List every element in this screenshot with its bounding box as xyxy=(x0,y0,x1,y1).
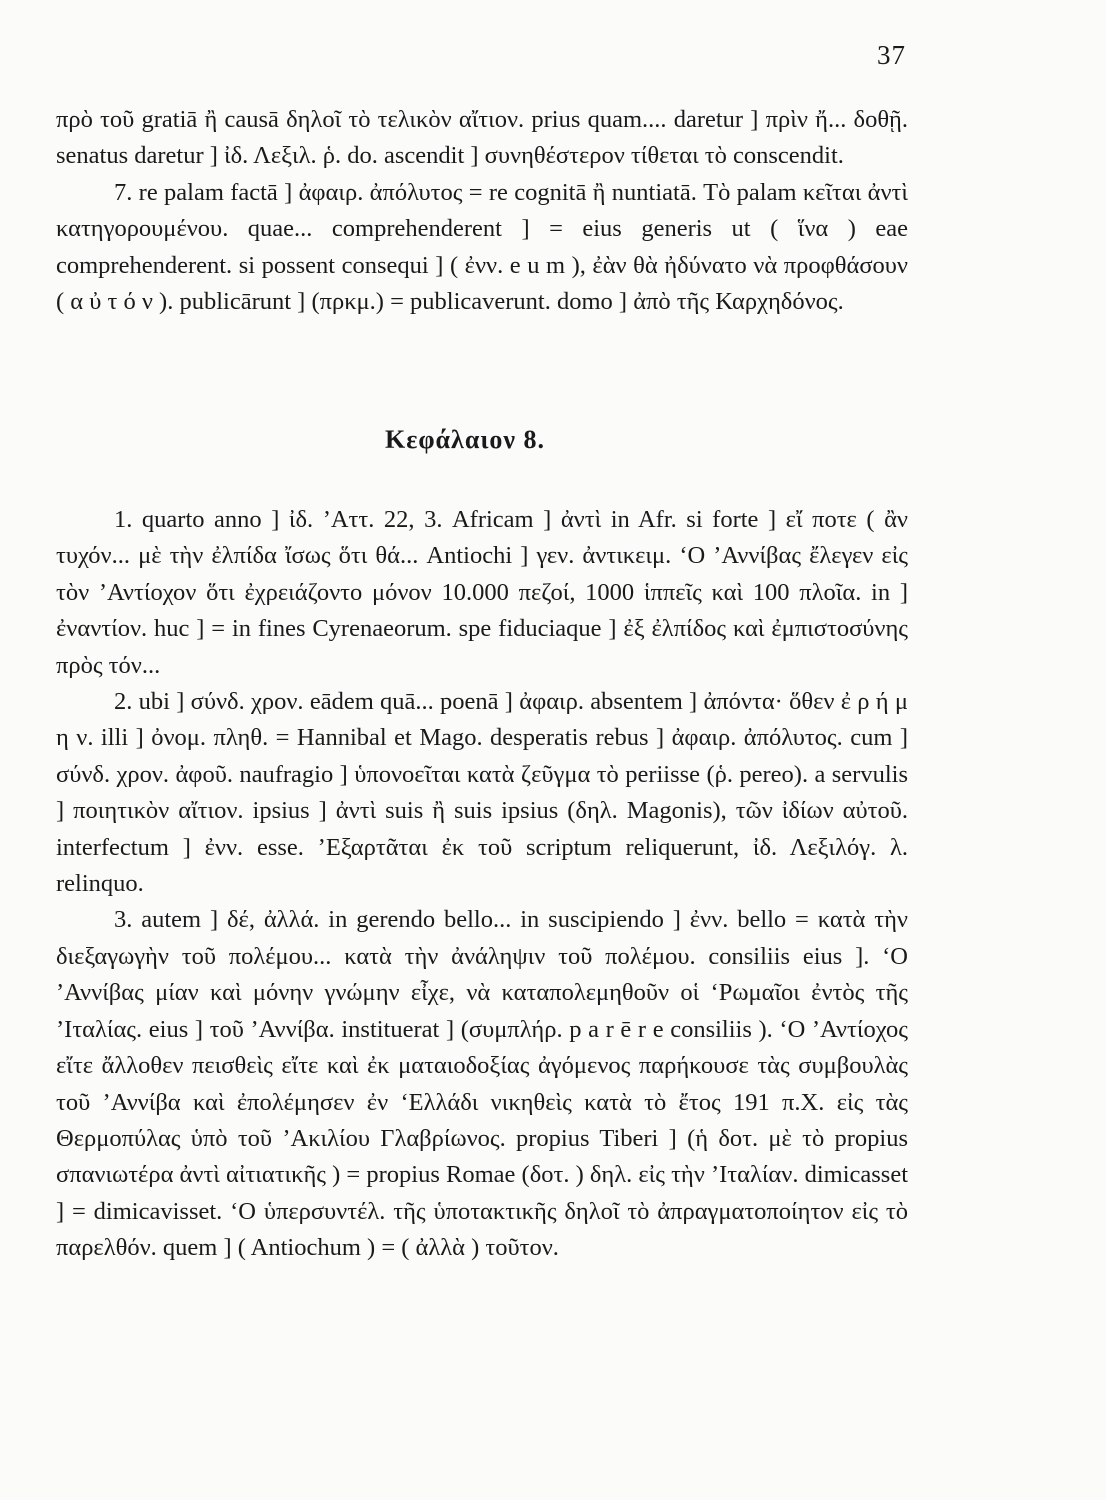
paragraph-1: 1. quarto anno ] ἰδ. ’Αττ. 22, 3. Africam ] ἀντὶ in Afr. si forte ] εἴ ποτε ( ἂν τυχόν... μὲ τὴν ἐλπίδα ἴσως ὅτι θά... Antiochi ] γεν. ἀντικειμ. ‘Ο ’Αννίβας ἔλεγεν εἰς τὸν ’Αντίοχον ὅτι ἐχρειάζοντο μόνον 10.000 πεζοί, 1000 ἱππεῖς καὶ 100 πλοῖα. in ] ἐναντίον. huc ] = in fines Cyrenaeorum. spe fiduciaque ] ἐξ ἐλπίδος καὶ ἐμπιστοσύνης πρὸς τόν... xyxy=(56,506,908,679)
page-number: 37 xyxy=(877,40,906,70)
chapter-heading: Κεφάλαιον 8. xyxy=(384,425,546,454)
text-block-chapter-8 xyxy=(56,502,908,1267)
paragraph-2: 2. ubi ] σύνδ. χρον. eādem quā... poenā ] ἀφαιρ. absentem ] ἀπόντα· ὅθεν ἐ ρ ή μ η ν. illi ] ὀνομ. πληθ. = Hannibal et Mago. desperatis rebus ] ἀφαιρ. ἀπόλυτος. cum ] σύνδ. χρον. ἀφοῦ. naufragio ] ὑπονοεῖται κατὰ ζεῦγμα τὸ periisse (ῥ. pereo). a servulis ] ποιητικὸν αἴτιον. ipsius ] ἀντὶ suis ἢ suis ipsius (δηλ. Magonis), τῶν ἰδίων αὐτοῦ. interfectum ] ἐνν. esse. ’Εξαρτᾶται ἐκ τοῦ scriptum reliquerunt, ἰδ. Λεξιλόγ. λ. relinquo. xyxy=(56,688,908,898)
text-block-top xyxy=(56,102,908,320)
paragraph-7: 7. re palam factā ] ἀφαιρ. ἀπόλυτος = re cognitā ἢ nuntiatā. Τὸ palam κεῖται ἀντὶ κατηγορουμένου. quae... comprehenderent ] = eius generis ut ( ἵνα ) eae comprehenderent. si possent consequi ] ( ἐνν. e u m ), ἐὰν θὰ ἠδύνατο νὰ προφθάσουν ( α ὐ τ ό ν ). publicārunt ] (πρκμ.) = publicaverunt. domo ] ἀπὸ τῆς Καρχηδόνος. xyxy=(56,178,908,316)
paragraph-continuation: πρὸ τοῦ gratiā ἢ causā δηλοῖ τὸ τελικὸν αἴτιον. prius quam.... daretur ] πρὶν ἤ... δοθῇ. senatus daretur ] ἰδ. Λεξιλ. ῥ. do. ascendit ] συνηθέστερον τίθεται τὸ conscendit. xyxy=(56,106,908,170)
paragraph-3: 3. autem ] δέ, ἀλλά. in gerendo bello... in suscipiendo ] ἐνν. bello = κατὰ τὴν διεξαγωγὴν τοῦ πολέμου... κατὰ τὴν ἀνάληψιν τοῦ πολέμου. consiliis eius ]. ‘Ο ’Αννίβας μίαν καὶ μόνην γνώμην εἶχε, νὰ καταπολεμηθοῦν οἱ ‘Ρωμαῖοι ἐντὸς τῆς ’Ιταλίας. eius ] τοῦ ’Αννίβα. instituerat ] (συμπλήρ. p a r ē r e consiliis ). ‘Ο ’Αντίοχος εἴτε ἄλλοθεν πεισθεὶς εἴτε καὶ ἐκ ματαιοδοξίας ἀγόμενος παρήκουσε τὰς συμβουλὰς τοῦ ’Αννίβα καὶ ἐπολέμησεν ἐν ‘Ελλάδι νικηθεὶς κατὰ τὸ ἔτος 191 π.Χ. εἰς τὰς Θερμοπύλας ὑπὸ τοῦ ’Ακιλίου Γλαβρίωνος. propius Tiberi ] (ἡ δοτ. μὲ τὸ propius σπανιωτέρα ἀντὶ αἰτιατικῆς ) = propius Romae (δοτ. ) δηλ. εἰς τὴν ’Ιταλίαν. dimicasset ] = dimicavisset. ‘Ο ὑπερσυντέλ. τῆς ὑποτακτικῆς δηλοῖ τὸ ἀπραγματοποίητον εἰς τὸ παρελθόν. quem ] ( Antiochum ) = ( ἀλλὰ ) τοῦτον. xyxy=(56,906,908,1262)
